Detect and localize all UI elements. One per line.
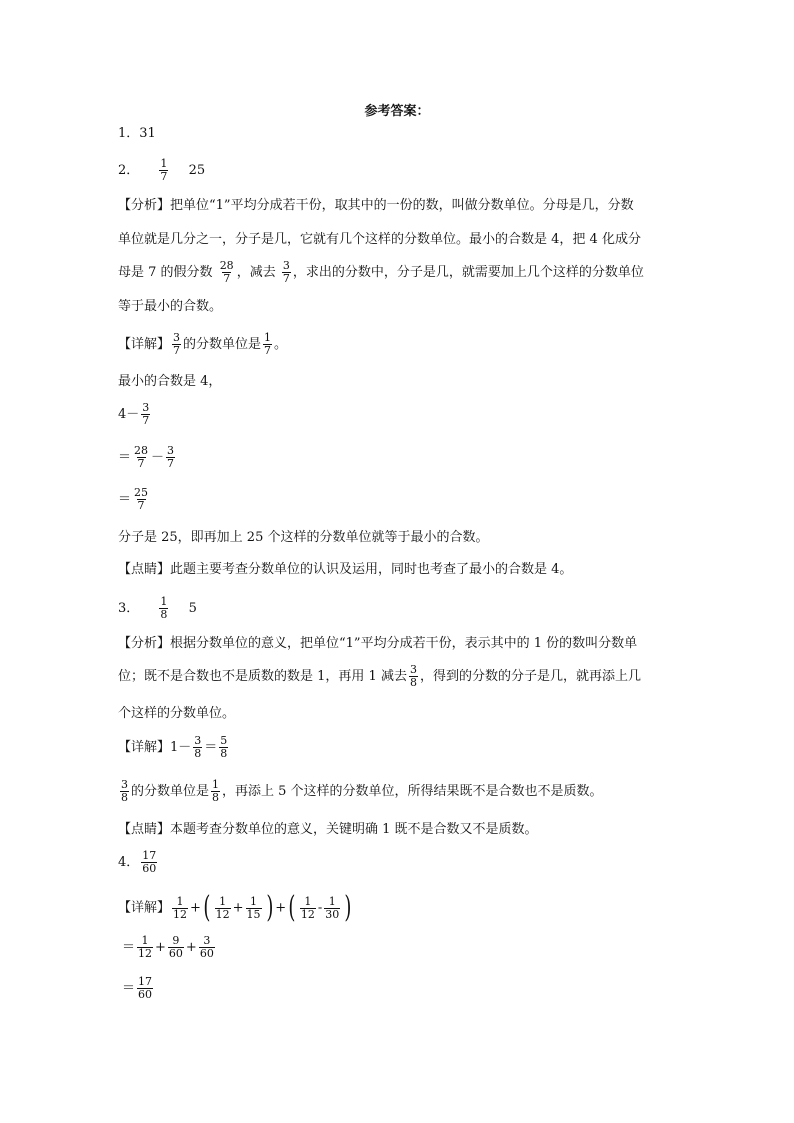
q3-analysis-line-3: 个这样的分数单位。 bbox=[118, 706, 236, 721]
fraction: $\frac{17}{60}$ bbox=[138, 975, 153, 1001]
q2-answer-2: 25 bbox=[188, 163, 206, 178]
fraction: $\frac{1}{12}$ bbox=[138, 934, 153, 960]
q2-analysis-line-2: 单位就是几分之一，分子是几，它就有几个这样的分数单位。最小的合数是 4，把 4 化成分 bbox=[118, 232, 641, 247]
q1-number: 1． bbox=[118, 126, 140, 141]
q4-number: 4． bbox=[118, 855, 140, 870]
q3-detail: 【详解】1－ $\frac{3}{8}$ ＝ $\frac{5}{8}$ bbox=[118, 734, 228, 760]
q1-answer bbox=[118, 126, 156, 142]
q4-answer bbox=[118, 850, 159, 875]
fraction: $\frac{1}{7}$ bbox=[264, 331, 272, 357]
fraction: $\frac{1}{8}$ bbox=[212, 778, 220, 804]
q4-step-1: ＝ $\frac{1}{12}$ + $\frac{9}{60}$ + $\frac{3}{60}$ bbox=[122, 934, 214, 960]
q1-value: 31 bbox=[139, 126, 156, 141]
fraction: $\frac{28}{7}$ bbox=[134, 444, 149, 470]
fraction: $\frac{3}{8}$ bbox=[121, 778, 128, 804]
fraction: $\frac{1}{30}$ bbox=[325, 894, 340, 921]
q2-step-1: 4－ $\frac{3}{7}$ bbox=[118, 401, 150, 427]
q2-answer-fraction: $\frac{1}{7}$ bbox=[160, 157, 168, 183]
q4-answer-fraction: $\frac{17}{60}$ bbox=[142, 849, 157, 875]
q2-analysis-line-1: 【分析】把单位“1”平均分成若干份，取其中的一份的数，叫做分数单位。分母是几，分数 bbox=[118, 198, 634, 213]
q3-comment: 【点睛】本题考查分数单位的意义，关键明确 1 既不是合数又不是质数。 bbox=[118, 822, 538, 837]
fraction: $\frac{28}{7}$ bbox=[219, 259, 234, 285]
q2-analysis-line-4: 等于最小的合数。 bbox=[118, 299, 223, 314]
fraction: $\frac{3}{7}$ bbox=[173, 331, 181, 357]
fraction: $\frac{5}{8}$ bbox=[220, 734, 228, 760]
q2-number: 2． bbox=[118, 163, 140, 178]
fraction: $\frac{3}{8}$ bbox=[409, 663, 417, 689]
fraction: $\frac{3}{60}$ bbox=[199, 934, 214, 960]
fraction: $\frac{3}{7}$ bbox=[142, 401, 150, 427]
q3-analysis-line-2: 位；既不是合数也不是质数的数是 1，再用 1 减去 $\frac{3}{8}$ ，得到的分数的分子是几，就再添上几 bbox=[118, 663, 641, 689]
q3-answer-fraction: $\frac{1}{8}$ bbox=[160, 595, 168, 621]
fraction: $\frac{9}{60}$ bbox=[168, 934, 183, 960]
q2-detail: 【详解】 $\frac{3}{7}$ 的分数单位是 $\frac{1}{7}$ 。 bbox=[118, 331, 288, 357]
page-title: 参考答案： bbox=[364, 104, 430, 119]
q3-analysis-line-1: 【分析】根据分数单位的意义，把单位“1”平均分成若干份，表示其中的 1 份的数叫分数单 bbox=[118, 636, 638, 651]
fraction: $\frac{3}{7}$ bbox=[282, 259, 290, 285]
q4-detail: 【详解】 $\frac{1}{12}$ +( $\frac{1}{12}$ + $\frac{1}{15}$ ) +( $\frac{1}{12}$ - $\frac{1}{30}$ ) bbox=[118, 890, 352, 925]
q2-step-2: ＝ $\frac{28}{7}$ － $\frac{3}{7}$ bbox=[118, 444, 175, 470]
fraction: $\frac{3}{8}$ bbox=[194, 734, 202, 760]
q3-answer-2: 5 bbox=[188, 601, 197, 616]
q2-answer bbox=[118, 158, 205, 183]
fraction: $\frac{25}{7}$ bbox=[134, 486, 149, 512]
fraction: $\frac{1}{12}$ bbox=[215, 894, 230, 921]
q3-detail-line-2: $\frac{3}{8}$ 的分数单位是 $\frac{1}{8}$ ，再添上 5 个这样的分数单位，所得结果既不是合数也不是质数。 bbox=[121, 778, 603, 804]
fraction: $\frac{1}{12}$ bbox=[173, 894, 188, 921]
q2-step-3: ＝ $\frac{25}{7}$ bbox=[118, 486, 149, 512]
fraction: $\frac{3}{7}$ bbox=[167, 444, 175, 470]
fraction: $\frac{1}{15}$ bbox=[246, 894, 261, 921]
q3-number: 3． bbox=[118, 601, 140, 616]
q2-smallest-composite: 最小的合数是 4， bbox=[118, 374, 222, 389]
q2-analysis-line-3: 母是 7 的假分数 $\frac{28}{7}$ ，减去 $\frac{3}{7}$ ，求出的分数中，分子是几，就需要加上几个这样的分数单位 bbox=[118, 259, 644, 285]
q4-step-2: ＝ $\frac{17}{60}$ bbox=[122, 975, 153, 1001]
fraction: $\frac{1}{12}$ bbox=[300, 894, 315, 921]
q2-conclusion: 分子是 25，即再加上 25 个这样的分数单位就等于最小的合数。 bbox=[118, 530, 489, 545]
q2-comment: 【点睛】此题主要考查分数单位的认识及运用，同时也考查了最小的合数是 4。 bbox=[118, 562, 573, 577]
q3-answer bbox=[118, 596, 197, 621]
